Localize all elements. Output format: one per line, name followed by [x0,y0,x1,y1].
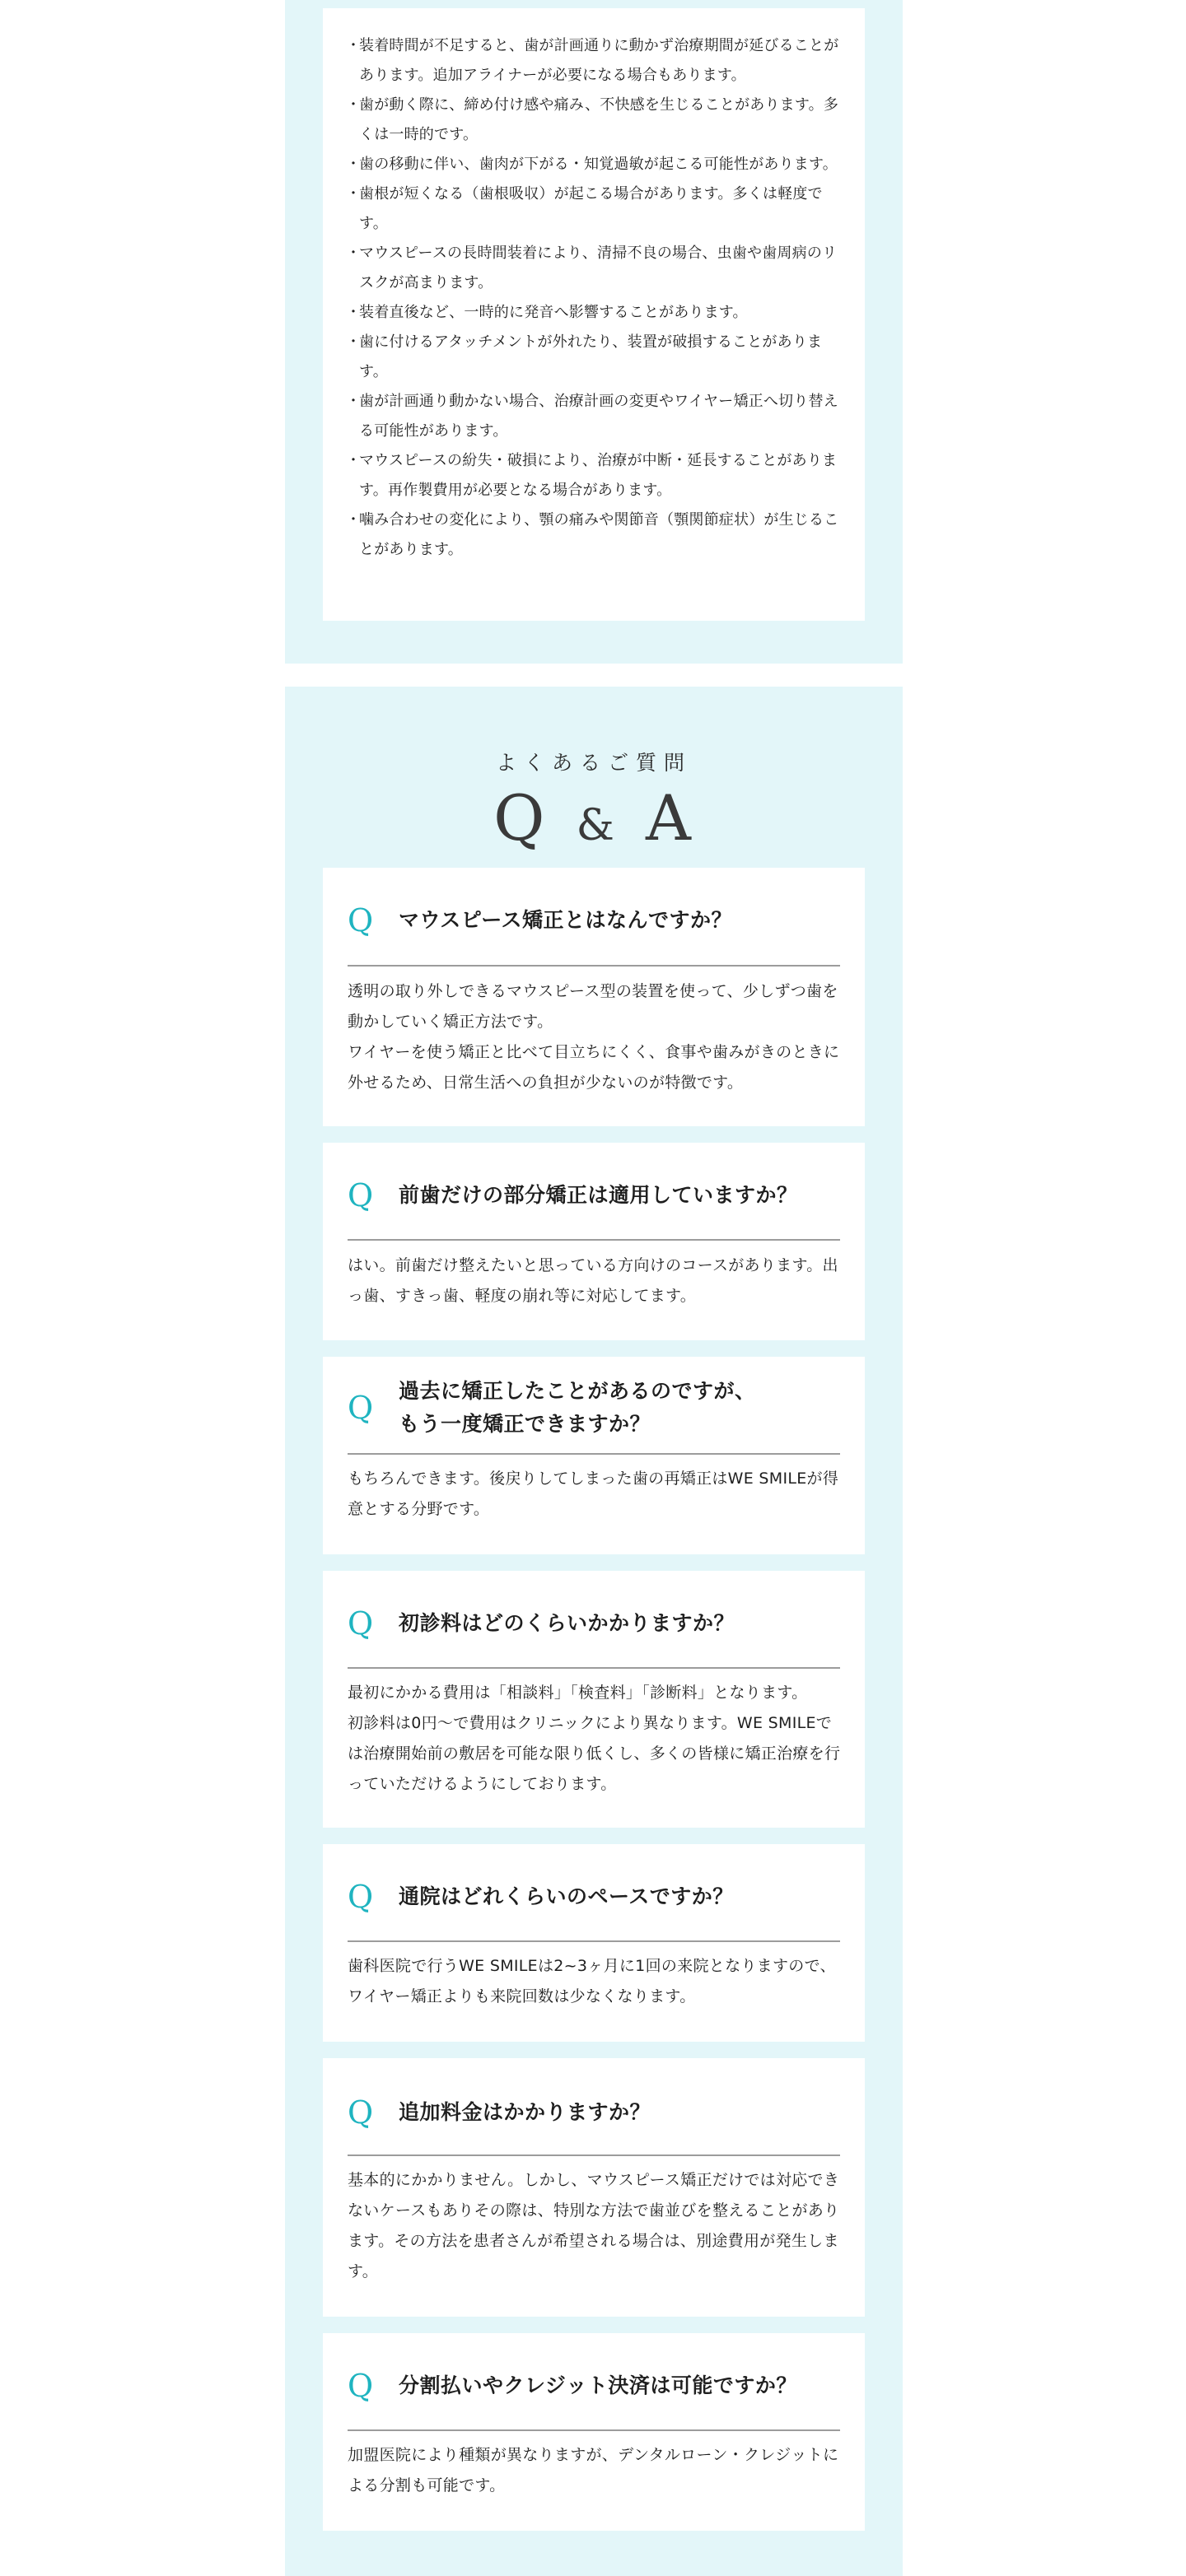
faq-card[interactable] [323,1844,865,2042]
bullet-icon: ・ [346,37,362,54]
faq-answer: 基本的にかかりません。しかし、マウスピース矯正だけでは対応できないケースもありその際は、特別な方法で歯並びを整えることがあります。その方法を患者さんが希望される場合は、別途費用が発生します。 [348,2171,840,2280]
faq-card[interactable] [323,868,865,1126]
faq-question-row[interactable] [348,1607,840,1640]
question-q-icon: Q [348,2368,374,2404]
faq-card[interactable] [323,2333,865,2531]
risk-card [323,8,865,621]
risk-list [346,31,842,565]
faq-answer: もちろんできます。後戻りしてしまった歯の再矯正はWE SMILEが得意とする分野です。 [348,1470,839,1518]
question-q-icon: Q [348,902,374,939]
faq-question-row[interactable] [348,1880,840,1913]
faq-title [285,779,903,865]
divider [348,1239,840,1241]
faq-question: 過去に矯正したことがあるのですが、 もう一度矯正できますか？ [399,1379,756,1436]
risk-item: ・ 装着直後など、一時的に発音へ影響することがあります。 [346,298,842,328]
faq-question: 初診料はどのくらいかかりますか？ [399,1611,735,1635]
risk-item: ・ 歯に付けるアタッチメントが外れたり、装置が破損することがあります。 [346,328,842,387]
faq-subtitle: よくあるご質問 [495,751,692,775]
faq-question: 前歯だけの部分矯正は適用していますか？ [399,1183,798,1207]
bullet-icon: ・ [346,452,362,469]
bullet-icon: ・ [346,96,362,114]
faq-answer: はい。前歯だけ整えたいと思っている方向けのコースがあります。出っ歯、すきっ歯、軽度の崩れ等に対応してます。 [348,1256,838,1305]
faq-question-row[interactable] [348,2096,840,2129]
divider [348,1453,840,1455]
risk-item: ・ マウスピースの長時間装着により、清掃不良の場合、虫歯や歯周病のリスクが高まります。 [346,239,842,298]
divider [348,1667,840,1669]
question-q-icon: Q [348,1390,374,1426]
faq-answer: 歯科医院で行うWE SMILEは2~3ヶ月に1回の来院となりますので、ワイヤー矯正よりも来院回数は少なくなります。 [348,1957,836,2005]
faq-question: 通院はどれくらいのペースですか？ [399,1884,734,1908]
faq-question: 追加料金はかかりますか？ [399,2100,651,2124]
risk-item: ・ 噛み合わせの変化により、顎の痛みや関節音（顎関節症状）が生じることがあります。 [346,505,842,565]
risk-item: ・ マウスピースの紛失・破損により、治療が中断・延長することがあります。再作製費用が必要となる場合があります。 [346,446,842,505]
divider [348,2154,840,2156]
question-q-icon: Q [348,1879,374,1915]
faq-title-q: Q [493,781,549,855]
question-q-icon: Q [348,2094,374,2131]
faq-question-row[interactable] [348,1179,840,1212]
risk-item: ・ 装着時間が不足すると、歯が計画通りに動かず治療期間が延びることがあります。追加アライナーが必要になる場合もあります。 [346,31,842,91]
faq-answer: 最初にかかる費用は「相談料」「検査料」「診断料」となります。 初診料は0円〜で費用はクリニックにより異なります。WE SMILEでは治療開始前の敷居を可能な限り低くし、多くの皆様に矯正治療を行っていただけるようにしております。 [348,1684,841,1793]
faq-answer: 加盟医院により種類が異なりますが、デンタルローン・クレジットによる分割も可能です。 [348,2446,839,2494]
faq-section [285,687,903,2576]
bullet-icon: ・ [346,333,362,351]
bullet-icon: ・ [346,304,362,321]
faq-card[interactable] [323,1357,865,1554]
risk-item: ・ 歯が計画通り動かない場合、治療計画の変更やワイヤー矯正へ切り替える可能性があります。 [346,387,842,446]
bullet-icon: ・ [346,511,362,529]
question-q-icon: Q [348,1177,374,1213]
bullet-icon: ・ [346,156,362,173]
divider [348,1940,840,1942]
faq-card[interactable] [323,2058,865,2317]
question-q-icon: Q [348,1605,374,1642]
faq-title-amp: & [576,801,618,850]
bullet-icon: ・ [346,185,362,203]
faq-card[interactable] [323,1143,865,1340]
faq-card[interactable] [323,1571,865,1828]
risk-item: ・ 歯の移動に伴い、歯肉が下がる・知覚過敏が起こる可能性があります。 [346,150,842,179]
faq-question-row[interactable] [348,904,840,937]
bullet-icon: ・ [346,245,362,262]
bullet-icon: ・ [346,393,362,410]
faq-title-a: A [646,781,694,855]
faq-question: 分割払いやクレジット決済は可能ですか？ [399,2373,797,2397]
faq-answer: 透明の取り外しできるマウスピース型の装置を使って、少しずつ歯を動かしていく矯正方法です。 ワイヤーを使う矯正と比べて目立ちにくく、食事や歯みがきのときに外せるため、日常生活への負担が少ないのが特徴です。 [348,982,840,1092]
risk-item: ・ 歯が動く際に、締め付け感や痛み、不快感を生じることがあります。多くは一時的です。 [346,91,842,150]
risk-item: ・ 歯根が短くなる（歯根吸収）が起こる場合があります。多くは軽度です。 [346,179,842,239]
risk-section [285,0,903,664]
faq-question: マウスピース矯正とはなんですか？ [399,908,733,932]
divider [348,965,840,967]
faq-question-row[interactable] [348,1375,840,1441]
faq-question-row[interactable] [348,2369,840,2402]
divider [348,2429,840,2431]
